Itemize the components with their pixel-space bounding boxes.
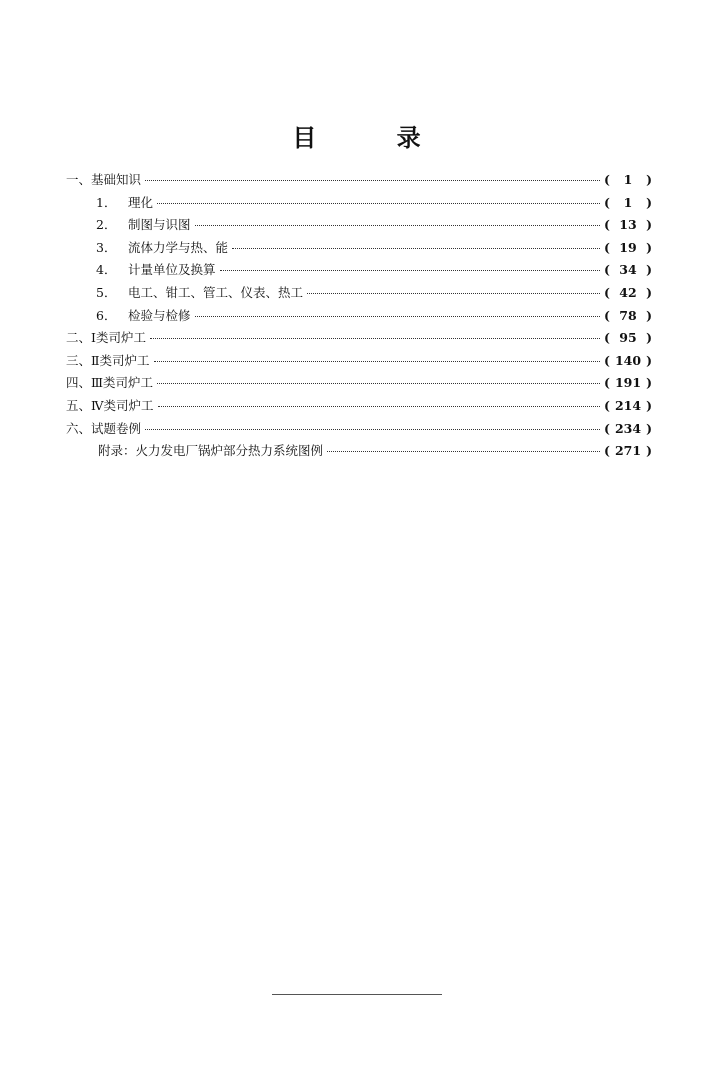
toc-entry-label: 附录：火力发电厂锅炉部分热力系统图例 — [98, 443, 324, 459]
toc-entry-page: ( 19 ) — [604, 239, 652, 255]
toc-entry-label: 一、基础知识 — [66, 172, 142, 187]
page-number: 42 — [619, 284, 637, 300]
toc-entry-page: ( 78 ) — [604, 307, 652, 323]
toc-entry-number: 4． — [96, 262, 117, 278]
page-number: 214 — [614, 397, 642, 413]
table-of-contents — [66, 170, 652, 464]
dot-leader — [158, 406, 601, 407]
toc-entry-label: 三、Ⅱ类司炉工 — [66, 352, 150, 368]
toc-entry-number: 6． — [96, 307, 117, 323]
toc-entry-page: ( 1 ) — [604, 194, 652, 210]
toc-entry[interactable] — [66, 419, 652, 442]
page-number: 271 — [614, 443, 642, 459]
toc-entry-page: ( 234 ) — [604, 420, 652, 436]
toc-entry-page: ( 13 ) — [604, 217, 652, 233]
page-title: 目 录 — [292, 124, 457, 152]
toc-entry[interactable] — [66, 260, 652, 283]
toc-entry[interactable] — [66, 170, 652, 193]
dot-leader — [232, 248, 600, 249]
toc-entry-label: 流体力学与热、能 — [128, 239, 229, 255]
dot-leader — [145, 180, 600, 181]
toc-entry-page: ( 95 ) — [604, 330, 652, 346]
page-number: 34 — [619, 262, 637, 278]
dot-leader — [145, 429, 600, 430]
dot-leader — [195, 316, 600, 317]
toc-entry-label: 二、Ⅰ类司炉工 — [66, 330, 146, 346]
page-number: 191 — [614, 375, 642, 391]
toc-entry-label: 五、Ⅳ类司炉工 — [66, 397, 154, 413]
dot-leader — [157, 203, 600, 204]
toc-entry-appendix[interactable] — [66, 441, 652, 464]
toc-entry-label: 检验与检修 — [128, 307, 191, 323]
toc-entry[interactable] — [66, 306, 652, 329]
toc-entry[interactable] — [66, 283, 652, 306]
toc-entry-number: 5． — [96, 284, 117, 300]
toc-entry[interactable] — [66, 373, 652, 396]
page-number: 95 — [619, 330, 637, 346]
toc-entry-page: ( 42 ) — [604, 284, 652, 300]
toc-entry[interactable] — [66, 351, 652, 374]
toc-entry-label: 计量单位及换算 — [128, 262, 216, 278]
toc-entry[interactable] — [66, 396, 652, 419]
page-number: 1 — [623, 172, 633, 187]
toc-entry-number: 1． — [96, 194, 117, 210]
toc-entry[interactable] — [66, 328, 652, 351]
page-number: 234 — [614, 420, 642, 436]
toc-entry-number: 2． — [96, 217, 117, 233]
dot-leader — [157, 383, 600, 384]
page-number: 140 — [614, 352, 642, 368]
footer-rule — [272, 994, 442, 995]
page-number: 1 — [623, 194, 633, 210]
toc-entry[interactable] — [66, 238, 652, 261]
toc-entry-label: 电工、钳工、管工、仪表、热工 — [128, 284, 304, 300]
page-number: 13 — [619, 217, 637, 233]
dot-leader — [195, 225, 600, 226]
dot-leader — [307, 293, 600, 294]
dot-leader — [220, 270, 600, 271]
toc-entry-page: ( 140 ) — [604, 352, 652, 368]
dot-leader — [150, 338, 600, 339]
toc-entry[interactable] — [66, 193, 652, 216]
toc-entry[interactable] — [66, 215, 652, 238]
page-number: 78 — [619, 307, 637, 323]
dot-leader — [327, 451, 600, 452]
toc-entry-page: ( 214 ) — [604, 397, 652, 413]
toc-entry-label: 理化 — [128, 194, 154, 210]
toc-entry-page: ( 191 ) — [604, 375, 652, 391]
page-number: 19 — [619, 239, 637, 255]
toc-entry-label: 四、Ⅲ类司炉工 — [66, 375, 154, 391]
toc-entry-page: ( 1 ) — [604, 172, 652, 187]
toc-entry-label: 六、试题卷例 — [66, 420, 142, 436]
dot-leader — [154, 361, 601, 362]
toc-entry-label: 制图与识图 — [128, 217, 191, 233]
toc-entry-page: ( 271 ) — [604, 443, 652, 459]
toc-entry-number: 3． — [96, 239, 117, 255]
toc-entry-page: ( 34 ) — [604, 262, 652, 278]
